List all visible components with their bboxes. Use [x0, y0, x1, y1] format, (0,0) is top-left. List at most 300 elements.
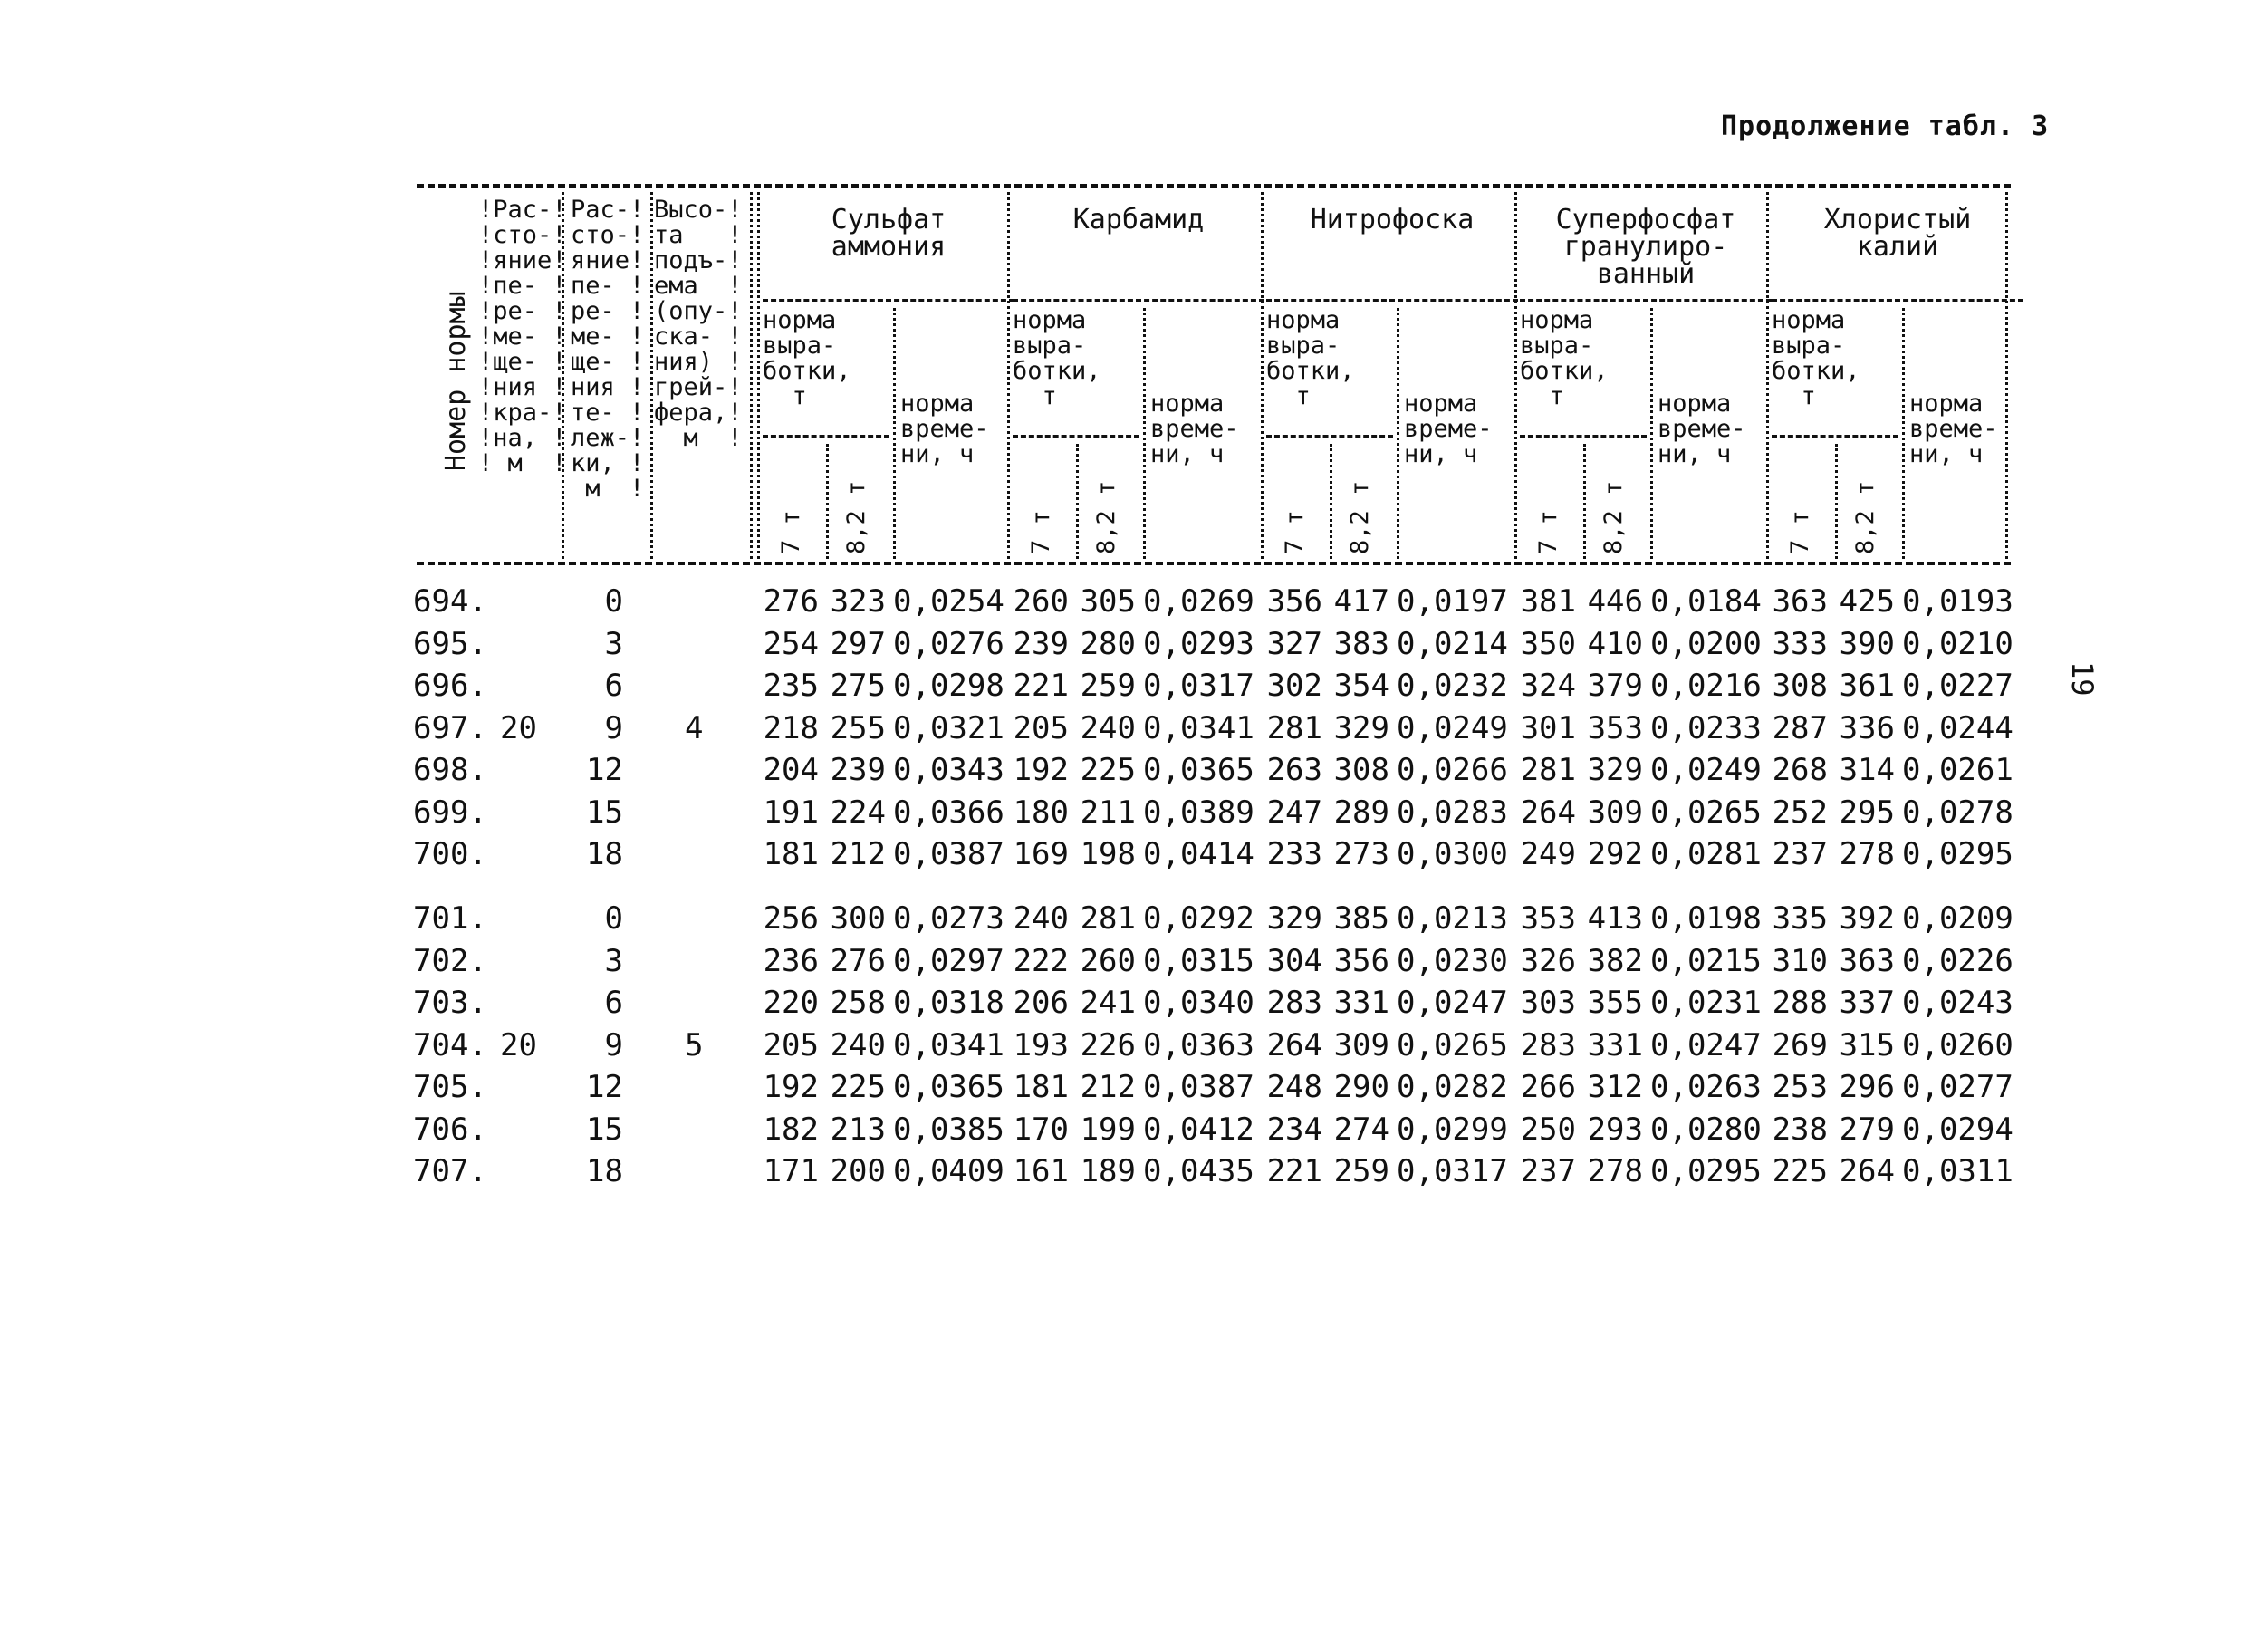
- output-8.2t-value: 292: [1587, 836, 1643, 872]
- output-7t-value: 303: [1520, 985, 1576, 1021]
- output-7t-value: 221: [1013, 668, 1069, 704]
- output-7t-value: 192: [1013, 752, 1069, 788]
- output-8.2t-value: 240: [1080, 710, 1136, 746]
- column-separator: [1143, 308, 1146, 559]
- time-norm-value: 0,0243: [1902, 985, 2013, 1021]
- output-8.2t-value: 305: [1080, 583, 1136, 620]
- table-row: [413, 1069, 2025, 1109]
- output-8.2t-value: 240: [830, 1027, 886, 1063]
- output-norm-header: норма выра- ботки, т: [1013, 306, 1101, 410]
- group-divider: [1013, 299, 1264, 302]
- capacity-7t-label: 7 т: [1786, 510, 1814, 554]
- output-8.2t-value: 258: [830, 985, 886, 1021]
- table-row: [413, 710, 2025, 750]
- output-8.2t-value: 274: [1333, 1111, 1389, 1148]
- output-8.2t-value: 255: [830, 710, 886, 746]
- output-8.2t-value: 264: [1839, 1153, 1895, 1189]
- norm-number: 699.: [413, 794, 487, 831]
- time-norm-value: 0,0265: [1397, 1027, 1508, 1063]
- time-norm-value: 0,0197: [1397, 583, 1508, 620]
- time-norm-value: 0,0254: [893, 583, 1004, 620]
- output-8.2t-value: 308: [1333, 752, 1389, 788]
- column-separator: [1397, 308, 1399, 559]
- output-8.2t-value: 361: [1839, 668, 1895, 704]
- time-norm-value: 0,0213: [1397, 900, 1508, 937]
- output-7t-value: 193: [1013, 1027, 1069, 1063]
- output-7t-value: 326: [1520, 943, 1576, 979]
- output-8.2t-value: 259: [1080, 668, 1136, 704]
- header-top-rule: [417, 184, 2011, 188]
- output-7t-value: 310: [1772, 943, 1828, 979]
- output-8.2t-value: 410: [1587, 626, 1643, 662]
- output-7t-value: 353: [1520, 900, 1576, 937]
- output-7t-value: 283: [1266, 985, 1322, 1021]
- output-8.2t-value: 309: [1587, 794, 1643, 831]
- time-norm-value: 0,0414: [1143, 836, 1254, 872]
- time-norm-value: 0,0261: [1902, 752, 2013, 788]
- output-7t-value: 180: [1013, 794, 1069, 831]
- output-7t-value: 356: [1266, 583, 1322, 620]
- output-7t-value: 237: [1520, 1153, 1576, 1189]
- output-7t-value: 324: [1520, 668, 1576, 704]
- product-name: Хлористый калий: [1823, 204, 1972, 263]
- time-norm-value: 0,0280: [1650, 1111, 1762, 1148]
- output-8.2t-value: 279: [1839, 1111, 1895, 1148]
- column-separator: [1514, 192, 1517, 559]
- time-norm-value: 0,0276: [893, 626, 1004, 662]
- output-8.2t-value: 273: [1333, 836, 1389, 872]
- norm-number: 702.: [413, 943, 487, 979]
- output-8.2t-value: 297: [830, 626, 886, 662]
- time-norm-value: 0,0249: [1650, 752, 1762, 788]
- output-8.2t-value: 200: [830, 1153, 886, 1189]
- time-norm-header: норма време- ни, ч: [1909, 390, 1998, 468]
- trolley-distance: 9: [604, 1027, 623, 1063]
- product-name: Суперфосфат гранулиро- ванный: [1555, 204, 1736, 290]
- column-separator: [1766, 192, 1769, 559]
- output-subdivider: [763, 435, 889, 438]
- table-caption: Продолжение табл. 3: [1721, 111, 2050, 142]
- time-norm-value: 0,0266: [1397, 752, 1508, 788]
- time-norm-value: 0,0282: [1397, 1069, 1508, 1105]
- time-norm-value: 0,0363: [1143, 1027, 1254, 1063]
- output-8.2t-value: 354: [1333, 668, 1389, 704]
- output-7t-value: 206: [1013, 985, 1069, 1021]
- time-norm-value: 0,0265: [1650, 794, 1762, 831]
- output-7t-value: 283: [1520, 1027, 1576, 1063]
- time-norm-value: 0,0281: [1650, 836, 1762, 872]
- trolley-distance-header: Рас-! сто-! яние! пе- ! ре- ! ме- ! ще- ! ния ! те- ! леж-! ки, ! м !: [571, 196, 645, 503]
- column-separator: [1330, 444, 1332, 559]
- time-norm-value: 0,0273: [893, 900, 1004, 937]
- norm-number: 706.: [413, 1111, 487, 1148]
- column-separator: [1261, 192, 1264, 559]
- capacity-8.2t-label: 8,2 т: [1092, 480, 1120, 554]
- capacity-8.2t-label: 8,2 т: [842, 480, 870, 554]
- output-7t-value: 308: [1772, 668, 1828, 704]
- trolley-distance: 15: [586, 1111, 623, 1148]
- output-8.2t-value: 390: [1839, 626, 1895, 662]
- table-row: [413, 583, 2025, 623]
- output-7t-value: 263: [1266, 752, 1322, 788]
- output-8.2t-value: 278: [1587, 1153, 1643, 1189]
- output-7t-value: 288: [1772, 985, 1828, 1021]
- product-name: Сульфат аммония: [831, 204, 947, 263]
- output-subdivider: [1266, 435, 1393, 438]
- time-norm-value: 0,0232: [1397, 668, 1508, 704]
- time-norm-value: 0,0366: [893, 794, 1004, 831]
- norm-number: 698.: [413, 752, 487, 788]
- output-8.2t-value: 226: [1080, 1027, 1136, 1063]
- output-7t-value: 350: [1520, 626, 1576, 662]
- time-norm-value: 0,0215: [1650, 943, 1762, 979]
- output-7t-value: 248: [1266, 1069, 1322, 1105]
- norm-number: 700.: [413, 836, 487, 872]
- table-row: [413, 752, 2025, 792]
- norm-number-header: Номер нормы: [440, 291, 472, 471]
- norm-number: 695.: [413, 626, 487, 662]
- column-separator: [650, 192, 653, 559]
- output-norm-header: норма выра- ботки, т: [1772, 306, 1860, 410]
- output-8.2t-value: 337: [1839, 985, 1895, 1021]
- table-row: [413, 836, 2025, 876]
- time-norm-value: 0,0278: [1902, 794, 2013, 831]
- time-norm-value: 0,0249: [1397, 710, 1508, 746]
- output-7t-value: 205: [1013, 710, 1069, 746]
- time-norm-value: 0,0317: [1397, 1153, 1508, 1189]
- column-separator: [826, 444, 829, 559]
- group-divider: [1772, 299, 2023, 302]
- time-norm-value: 0,0385: [893, 1111, 1004, 1148]
- time-norm-value: 0,0389: [1143, 794, 1254, 831]
- output-7t-value: 237: [1772, 836, 1828, 872]
- output-7t-value: 333: [1772, 626, 1828, 662]
- output-8.2t-value: 309: [1333, 1027, 1389, 1063]
- output-7t-value: 287: [1772, 710, 1828, 746]
- output-7t-value: 236: [763, 943, 819, 979]
- time-norm-value: 0,0260: [1902, 1027, 2013, 1063]
- time-norm-value: 0,0300: [1397, 836, 1508, 872]
- output-8.2t-value: 189: [1080, 1153, 1136, 1189]
- output-8.2t-value: 239: [830, 752, 886, 788]
- norm-number: 703.: [413, 985, 487, 1021]
- output-7t-value: 381: [1520, 583, 1576, 620]
- output-8.2t-value: 293: [1587, 1111, 1643, 1148]
- output-7t-value: 204: [763, 752, 819, 788]
- output-7t-value: 249: [1520, 836, 1576, 872]
- table-row: [413, 985, 2025, 1025]
- output-norm-header: норма выра- ботки, т: [763, 306, 851, 410]
- output-8.2t-value: 198: [1080, 836, 1136, 872]
- product-name: Карбамид: [1072, 204, 1205, 236]
- column-separator: [1650, 308, 1653, 559]
- norm-number: 696.: [413, 668, 487, 704]
- output-8.2t-value: 213: [830, 1111, 886, 1148]
- time-norm-value: 0,0341: [893, 1027, 1004, 1063]
- crane-distance-header: !Рас-! !сто-! !яние! !пе- ! !ре- ! !ме- ! !ще- ! !ния ! !кра-! !на, ! ! м !: [478, 196, 567, 477]
- output-8.2t-value: 417: [1333, 583, 1389, 620]
- output-8.2t-value: 383: [1333, 626, 1389, 662]
- output-subdivider: [1520, 435, 1647, 438]
- time-norm-value: 0,0387: [893, 836, 1004, 872]
- output-8.2t-value: 323: [830, 583, 886, 620]
- table-row: [413, 943, 2025, 983]
- capacity-8.2t-label: 8,2 т: [1851, 480, 1879, 554]
- output-8.2t-value: 336: [1839, 710, 1895, 746]
- output-7t-value: 238: [1772, 1111, 1828, 1148]
- output-8.2t-value: 225: [830, 1069, 886, 1105]
- output-8.2t-value: 199: [1080, 1111, 1136, 1148]
- group-divider: [763, 299, 1014, 302]
- time-norm-value: 0,0214: [1397, 626, 1508, 662]
- column-separator: [562, 192, 564, 559]
- output-8.2t-value: 275: [830, 668, 886, 704]
- trolley-distance: 6: [604, 985, 623, 1021]
- output-7t-value: 252: [1772, 794, 1828, 831]
- time-norm-value: 0,0365: [893, 1069, 1004, 1105]
- capacity-7t-label: 7 т: [777, 510, 805, 554]
- norm-number: 701.: [413, 900, 487, 937]
- output-8.2t-value: 281: [1080, 900, 1136, 937]
- time-norm-value: 0,0184: [1650, 583, 1762, 620]
- time-norm-value: 0,0216: [1650, 668, 1762, 704]
- output-8.2t-value: 312: [1587, 1069, 1643, 1105]
- output-7t-value: 304: [1266, 943, 1322, 979]
- output-7t-value: 192: [763, 1069, 819, 1105]
- output-7t-value: 247: [1266, 794, 1322, 831]
- time-norm-value: 0,0247: [1650, 1027, 1762, 1063]
- output-7t-value: 239: [1013, 626, 1069, 662]
- capacity-7t-label: 7 т: [1281, 510, 1309, 554]
- time-norm-value: 0,0435: [1143, 1153, 1254, 1189]
- column-separator: [1076, 444, 1079, 559]
- time-norm-value: 0,0340: [1143, 985, 1254, 1021]
- output-8.2t-value: 290: [1333, 1069, 1389, 1105]
- output-8.2t-value: 363: [1839, 943, 1895, 979]
- table-row: [413, 626, 2025, 666]
- time-norm-value: 0,0277: [1902, 1069, 2013, 1105]
- column-separator: [2005, 192, 2008, 559]
- trolley-distance: 15: [586, 794, 623, 831]
- output-8.2t-value: 289: [1333, 794, 1389, 831]
- output-7t-value: 281: [1520, 752, 1576, 788]
- output-8.2t-value: 355: [1587, 985, 1643, 1021]
- output-7t-value: 218: [763, 710, 819, 746]
- column-separator: [893, 308, 896, 559]
- output-8.2t-value: 392: [1839, 900, 1895, 937]
- trolley-distance: 18: [586, 836, 623, 872]
- time-norm-value: 0,0295: [1650, 1153, 1762, 1189]
- time-norm-value: 0,0295: [1902, 836, 2013, 872]
- time-norm-value: 0,0244: [1902, 710, 2013, 746]
- output-8.2t-value: 353: [1587, 710, 1643, 746]
- norm-number: 694.: [413, 583, 487, 620]
- output-7t-value: 264: [1266, 1027, 1322, 1063]
- output-8.2t-value: 211: [1080, 794, 1136, 831]
- time-norm-value: 0,0387: [1143, 1069, 1254, 1105]
- output-7t-value: 169: [1013, 836, 1069, 872]
- trolley-distance: 0: [604, 900, 623, 937]
- table-row: [413, 1027, 2025, 1067]
- norm-number: 705.: [413, 1069, 487, 1105]
- output-8.2t-value: 425: [1839, 583, 1895, 620]
- output-7t-value: 256: [763, 900, 819, 937]
- output-7t-value: 170: [1013, 1111, 1069, 1148]
- column-separator: [1835, 444, 1838, 559]
- time-norm-value: 0,0315: [1143, 943, 1254, 979]
- output-7t-value: 281: [1266, 710, 1322, 746]
- table-row: [413, 668, 2025, 707]
- time-norm-value: 0,0210: [1902, 626, 2013, 662]
- output-8.2t-value: 315: [1839, 1027, 1895, 1063]
- time-norm-value: 0,0299: [1397, 1111, 1508, 1148]
- header-bottom-rule: [417, 562, 2011, 565]
- time-norm-value: 0,0263: [1650, 1069, 1762, 1105]
- page-number: 19: [2065, 661, 2100, 697]
- time-norm-header: норма време- ни, ч: [900, 390, 989, 468]
- time-norm-value: 0,0198: [1650, 900, 1762, 937]
- time-norm-value: 0,0230: [1397, 943, 1508, 979]
- output-8.2t-value: 280: [1080, 626, 1136, 662]
- output-7t-value: 161: [1013, 1153, 1069, 1189]
- output-7t-value: 250: [1520, 1111, 1576, 1148]
- output-norm-header: норма выра- ботки, т: [1266, 306, 1355, 410]
- time-norm-value: 0,0200: [1650, 626, 1762, 662]
- lift-height: 5: [685, 1027, 704, 1063]
- time-norm-value: 0,0269: [1143, 583, 1254, 620]
- group-divider: [1266, 299, 1518, 302]
- time-norm-value: 0,0293: [1143, 626, 1254, 662]
- time-norm-value: 0,0321: [893, 710, 1004, 746]
- output-8.2t-value: 224: [830, 794, 886, 831]
- output-8.2t-value: 260: [1080, 943, 1136, 979]
- output-7t-value: 220: [763, 985, 819, 1021]
- time-norm-value: 0,0209: [1902, 900, 2013, 937]
- output-8.2t-value: 296: [1839, 1069, 1895, 1105]
- output-8.2t-value: 314: [1839, 752, 1895, 788]
- output-7t-value: 171: [763, 1153, 819, 1189]
- trolley-distance: 3: [604, 626, 623, 662]
- time-norm-header: норма време- ни, ч: [1150, 390, 1239, 468]
- time-norm-value: 0,0365: [1143, 752, 1254, 788]
- output-7t-value: 240: [1013, 900, 1069, 937]
- output-7t-value: 235: [763, 668, 819, 704]
- output-8.2t-value: 356: [1333, 943, 1389, 979]
- trolley-distance: 9: [604, 710, 623, 746]
- time-norm-value: 0,0283: [1397, 794, 1508, 831]
- time-norm-value: 0,0409: [893, 1153, 1004, 1189]
- time-norm-value: 0,0311: [1902, 1153, 2013, 1189]
- time-norm-value: 0,0341: [1143, 710, 1254, 746]
- time-norm-value: 0,0412: [1143, 1111, 1254, 1148]
- output-8.2t-value: 241: [1080, 985, 1136, 1021]
- trolley-distance: 6: [604, 668, 623, 704]
- time-norm-value: 0,0231: [1650, 985, 1762, 1021]
- time-norm-value: 0,0233: [1650, 710, 1762, 746]
- capacity-7t-label: 7 т: [1027, 510, 1055, 554]
- output-8.2t-value: 259: [1333, 1153, 1389, 1189]
- lift-height: 4: [685, 710, 704, 746]
- output-7t-value: 268: [1772, 752, 1828, 788]
- time-norm-value: 0,0298: [893, 668, 1004, 704]
- table-row: [413, 900, 2025, 940]
- column-separator: [1583, 444, 1586, 559]
- column-separator: [1007, 192, 1010, 559]
- output-7t-value: 260: [1013, 583, 1069, 620]
- output-7t-value: 329: [1266, 900, 1322, 937]
- output-norm-header: норма выра- ботки, т: [1520, 306, 1609, 410]
- output-8.2t-value: 276: [830, 943, 886, 979]
- time-norm-header: норма време- ни, ч: [1658, 390, 1746, 468]
- output-7t-value: 335: [1772, 900, 1828, 937]
- output-8.2t-value: 382: [1587, 943, 1643, 979]
- trolley-distance: 12: [586, 752, 623, 788]
- output-7t-value: 181: [1013, 1069, 1069, 1105]
- output-7t-value: 264: [1520, 794, 1576, 831]
- output-7t-value: 191: [763, 794, 819, 831]
- output-7t-value: 254: [763, 626, 819, 662]
- crane-distance: 20: [500, 710, 537, 746]
- time-norm-value: 0,0317: [1143, 668, 1254, 704]
- output-7t-value: 302: [1266, 668, 1322, 704]
- group-divider: [1520, 299, 1772, 302]
- output-8.2t-value: 278: [1839, 836, 1895, 872]
- column-separator: [750, 192, 753, 559]
- capacity-8.2t-label: 8,2 т: [1600, 480, 1628, 554]
- lift-height-header: Высо-! та ! подъ-! ема ! (опу-! ска- ! ния) ! грей-! фера,! м !: [654, 196, 743, 452]
- time-norm-value: 0,0226: [1902, 943, 2013, 979]
- time-norm-value: 0,0297: [893, 943, 1004, 979]
- output-subdivider: [1013, 435, 1139, 438]
- norm-number: 707.: [413, 1153, 487, 1189]
- time-norm-value: 0,0227: [1902, 668, 2013, 704]
- time-norm-value: 0,0247: [1397, 985, 1508, 1021]
- time-norm-value: 0,0294: [1902, 1111, 2013, 1148]
- output-8.2t-value: 379: [1587, 668, 1643, 704]
- output-7t-value: 276: [763, 583, 819, 620]
- time-norm-value: 0,0193: [1902, 583, 2013, 620]
- table-row: [413, 794, 2025, 834]
- output-8.2t-value: 295: [1839, 794, 1895, 831]
- product-name: Нитрофоска: [1310, 204, 1475, 236]
- output-7t-value: 301: [1520, 710, 1576, 746]
- output-7t-value: 253: [1772, 1069, 1828, 1105]
- output-8.2t-value: 385: [1333, 900, 1389, 937]
- output-8.2t-value: 329: [1333, 710, 1389, 746]
- output-8.2t-value: 212: [1080, 1069, 1136, 1105]
- output-7t-value: 205: [763, 1027, 819, 1063]
- time-norm-value: 0,0292: [1143, 900, 1254, 937]
- output-8.2t-value: 413: [1587, 900, 1643, 937]
- table-row: [413, 1111, 2025, 1151]
- column-separator: [757, 192, 760, 559]
- norm-number: 704.: [413, 1027, 487, 1063]
- output-7t-value: 266: [1520, 1069, 1576, 1105]
- trolley-distance: 0: [604, 583, 623, 620]
- output-7t-value: 233: [1266, 836, 1322, 872]
- table-row: [413, 1153, 2025, 1193]
- output-8.2t-value: 300: [830, 900, 886, 937]
- output-8.2t-value: 446: [1587, 583, 1643, 620]
- time-norm-value: 0,0343: [893, 752, 1004, 788]
- output-8.2t-value: 225: [1080, 752, 1136, 788]
- output-7t-value: 182: [763, 1111, 819, 1148]
- output-7t-value: 222: [1013, 943, 1069, 979]
- trolley-distance: 3: [604, 943, 623, 979]
- capacity-7t-label: 7 т: [1534, 510, 1562, 554]
- output-7t-value: 221: [1266, 1153, 1322, 1189]
- output-8.2t-value: 329: [1587, 752, 1643, 788]
